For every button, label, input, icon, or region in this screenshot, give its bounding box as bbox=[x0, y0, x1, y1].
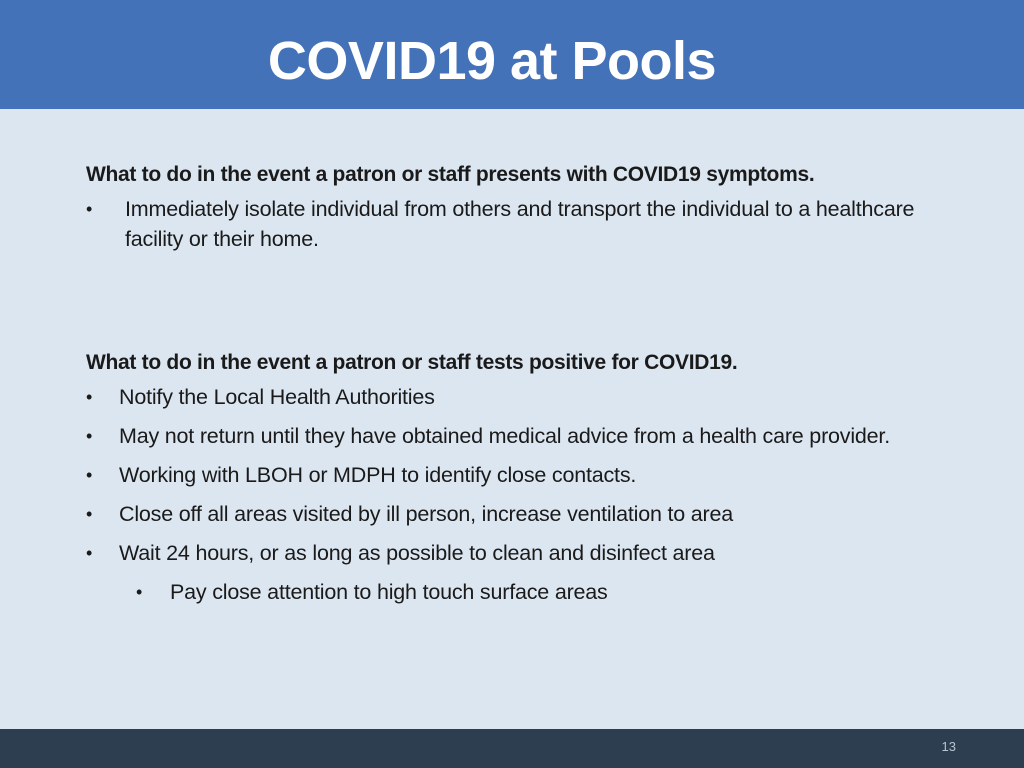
list-item-text: Immediately isolate individual from others and transport the individual to a healthcare facility or their home. bbox=[125, 197, 915, 251]
list-item bbox=[86, 421, 946, 451]
sub-list-item-text: Pay close attention to high touch surface areas bbox=[170, 580, 608, 604]
bullet-icon: • bbox=[86, 426, 93, 446]
list-item-text: Wait 24 hours, or as long as possible to clean and disinfect area bbox=[119, 541, 715, 565]
bullet-icon: • bbox=[86, 199, 93, 219]
bullet-icon: • bbox=[86, 465, 93, 485]
bullet-icon: • bbox=[86, 387, 93, 407]
bullet-icon: • bbox=[86, 504, 93, 524]
page-number: 13 bbox=[941, 739, 956, 754]
symptoms-section bbox=[86, 160, 946, 263]
list-item bbox=[86, 460, 946, 490]
list-item bbox=[86, 194, 946, 254]
list-item-text: May not return until they have obtained medical advice from a health care provider. bbox=[119, 424, 890, 448]
list-item bbox=[86, 499, 946, 529]
bullet-icon: • bbox=[86, 543, 93, 563]
list-item-text: Working with LBOH or MDPH to identify close contacts. bbox=[119, 463, 637, 487]
footer-bar bbox=[0, 729, 1024, 768]
slide-title: COVID19 at Pools bbox=[267, 31, 717, 91]
bullet-icon: • bbox=[136, 582, 143, 602]
title-bar bbox=[0, 0, 1024, 109]
list-item bbox=[86, 382, 946, 412]
sub-list-item bbox=[86, 577, 946, 607]
list-item-text: Close off all areas visited by ill person, increase ventilation to area bbox=[119, 502, 734, 526]
list-item-text: Notify the Local Health Authorities bbox=[119, 385, 435, 409]
positive-test-section bbox=[86, 348, 946, 607]
positive-test-heading: What to do in the event a patron or staff tests positive for COVID19. bbox=[86, 351, 738, 374]
symptoms-heading: What to do in the event a patron or staff presents with COVID19 symptoms. bbox=[86, 163, 815, 186]
list-item bbox=[86, 538, 946, 568]
symptoms-list bbox=[86, 194, 946, 254]
positive-test-list bbox=[86, 382, 946, 607]
